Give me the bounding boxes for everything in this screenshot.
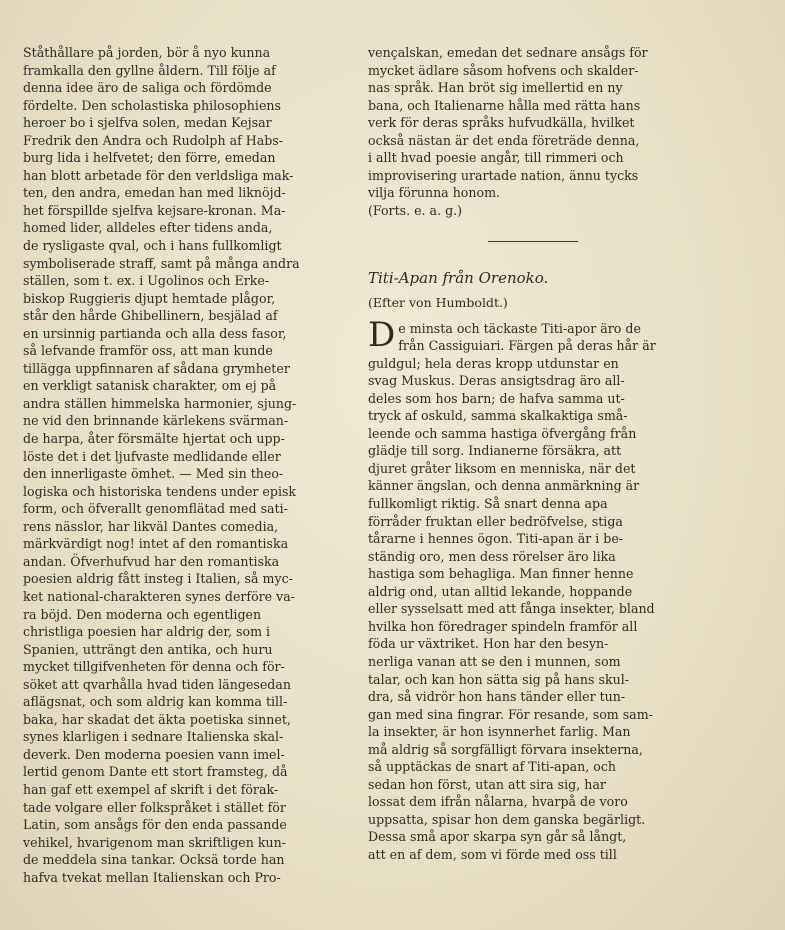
text-line: Latin, som ansågs för den enda passande <box>23 817 287 833</box>
text-line: vençalskan, emedan det sednare ansågs för <box>368 45 648 60</box>
text-line: symboliserade straff, samt på många andra <box>23 255 300 271</box>
text-line: också nästan är det enda företräde denna, <box>368 132 640 148</box>
text-line: Ståthållare på jorden, bör å nyo kunna <box>23 45 271 60</box>
text-line: mycket ädlare såsom hofvens och skalder- <box>368 62 639 78</box>
text-line: gan med sina fingrar. För resande, som sam- <box>368 706 653 722</box>
text-line: framkalla den gyllne åldern. Till följe af <box>23 62 276 78</box>
text-line: tillägga uppfinnaren af sådana grymheter <box>23 360 290 376</box>
text-line: sedan hon först, utan att sira sig, har <box>368 776 606 792</box>
text-line: förråder fruktan eller bedröfvelse, stiga <box>368 513 623 529</box>
text-line: baka, har skadat det äkta poetiska sinnet, <box>23 711 291 727</box>
text-line: mycket tillgifvenheten för denna och för- <box>23 659 285 675</box>
left-column <box>23 44 358 886</box>
text-line: Fredrik den Andra och Rudolph af Habs- <box>23 132 284 148</box>
text-line: la insekter, är hon isynnerhet farlig. Man <box>368 724 631 740</box>
text-line: deles som hos barn; de hafva samma ut- <box>368 390 625 406</box>
article-source: (Efter von Humboldt.) <box>368 295 508 311</box>
article-body <box>368 314 698 864</box>
text-line: dra, så vidrör hon hans tänder eller tun- <box>368 689 626 705</box>
text-line: löste det i det ljufvaste medlidande eller <box>23 448 281 464</box>
text-line: poesien aldrig fått insteg i Italien, så myc- <box>23 571 293 587</box>
text-line: form, och öfverallt genomflätad med sati- <box>23 501 288 517</box>
text-line: ställen, som t. ex. i Ugolinos och Erke- <box>23 273 270 289</box>
text-line: han blott arbetade för den verldsliga mak- <box>23 167 294 183</box>
right-column <box>368 44 698 864</box>
text-line: ten, den andra, emedan han med liknöjd- <box>23 185 286 201</box>
text-line: nerliga vanan att se den i munnen, som <box>368 653 621 669</box>
text-line: denna idee äro de saliga och fördömde <box>23 80 272 96</box>
text-line: aldrig ond, utan alltid lekande, hoppande <box>368 583 633 599</box>
text-line: Dessa små apor skarpa syn går så långt, <box>368 829 627 845</box>
text-line: tade volgare eller folkspråket i stället för <box>23 799 286 815</box>
text-line: rens nässlor, har likväl Dantes comedia, <box>23 518 279 534</box>
text-line: leende och samma hastiga öfvergång från <box>368 425 637 441</box>
text-line: han gaf ett exempel af skrift i det förak- <box>23 781 279 797</box>
text-line: lossat dem ifrån nålarna, hvarpå de voro <box>368 794 628 810</box>
text-line: föda ur växtriket. Hon har den besyn- <box>368 636 609 652</box>
text-line: så upptäckas de snart af Titi-apan, och <box>368 759 617 775</box>
text-line: christliga poesien har aldrig der, som i <box>23 624 271 640</box>
text-line: heroer bo i sjelfva solen, medan Kejsar <box>23 115 272 131</box>
text-line: nas språk. Han bröt sig imellertid en ny <box>368 80 623 96</box>
text-line: guldgul; hela deras kropp utdunstar en <box>368 355 619 371</box>
text-line: att en af dem, som vi förde med oss till <box>368 846 617 862</box>
text-line: uppsatta, spisar hon dem ganska begärligt. <box>368 811 646 827</box>
text-line: burg lida i helfvetet; den förre, emedan <box>23 150 276 166</box>
text-line: tryck af oskuld, samma skalkaktiga små- <box>368 408 628 424</box>
text-line: eller sysselsatt med att fånga insekter, bland <box>368 601 655 617</box>
text-line: hafva tvekat mellan Italienskan och Pro- <box>23 869 281 885</box>
text-line: deverk. Den moderna poesien vann imel- <box>23 746 285 762</box>
continuation-note: (Forts. e. a. g.) <box>368 202 463 218</box>
text-line: vilja förunna honom. <box>368 185 501 201</box>
text-line: homed lider, alldeles efter tidens anda, <box>23 220 273 236</box>
text-line: talar, och kan hon sätta sig på hans skul- <box>368 671 629 687</box>
text-line: fullkomligt riktig. Så snart denna apa <box>368 496 608 512</box>
text-line: svag Muskus. Deras ansigtsdrag äro all- <box>368 373 625 389</box>
text-line: het förspillde sjelfva kejsare-kronan. Ma- <box>23 202 286 218</box>
text-line: märkvärdigt nog! intet af den romantiska <box>23 536 289 552</box>
text-line: de rysligaste qval, och i hans fullkomligt <box>23 238 282 254</box>
text-line: ra böjd. Den moderna och egentligen <box>23 606 262 622</box>
text-line: i allt hvad poesie angår, till rimmeri och <box>368 150 624 166</box>
left-column-text <box>23 44 358 886</box>
text-line: Spanien, utträngt den antika, och huru <box>23 641 273 657</box>
text-line: den innerligaste ömhet. — Med sin theo- <box>23 466 284 482</box>
text-line: må aldrig så sorgfälligt förvara insekterna, <box>368 741 643 757</box>
text-line: andra ställen himmelska harmonier, sjung- <box>23 395 297 411</box>
text-line: tårarne i hennes ögon. Titi-apan är i be- <box>368 531 624 547</box>
text-line: e minsta och täckaste Titi-apor äro de <box>398 320 641 336</box>
continuation-text <box>368 44 698 202</box>
text-line: en ursinnig partianda och alla dess fasor, <box>23 325 287 341</box>
text-line: lertid genom Dante ett stort framsteg, då <box>23 764 288 780</box>
text-line: söket att qvarhålla hvad tiden längesedan <box>23 676 291 692</box>
article-title: Titi-Apan från Orenoko. <box>368 269 549 288</box>
text-line: bana, och Italienarne hålla med rätta hans <box>368 97 641 113</box>
text-line: de harpa, åter försmälte hjertat och upp- <box>23 431 285 447</box>
text-line: logiska och historiska tendens under episk <box>23 483 297 499</box>
article-text <box>368 314 698 864</box>
text-line: en verkligt satanisk charakter, om ej på <box>23 378 277 394</box>
text-line: vehikel, hvarigenom man skriftligen kun- <box>23 834 286 850</box>
text-line: biskop Ruggieris djupt hemtade plågor, <box>23 290 276 306</box>
text-line: verk för deras språks hufvudkälla, hvilket <box>368 115 635 131</box>
drop-cap: D <box>368 314 396 355</box>
section-divider <box>488 241 578 242</box>
text-line: känner ängslan, och denna anmärkning är <box>368 478 640 494</box>
text-line: fördelte. Den scholastiska philosophiens <box>23 97 281 113</box>
text-line: andan. Öfverhufvud har den romantiska <box>23 553 280 569</box>
text-line: från Cassiguiari. Färgen på deras hår är <box>398 338 656 354</box>
text-line: så lefvande framför oss, att man kunde <box>23 343 273 359</box>
text-line: ständig oro, men dess rörelser äro lika <box>368 548 616 564</box>
text-line: hvilka hon föredrager spindeln framför all <box>368 618 638 634</box>
text-line: hastiga som behagliga. Man finner henne <box>368 566 634 582</box>
text-line: djuret gråter liksom en menniska, när det <box>368 460 636 476</box>
text-line: glädje till sorg. Indianerne försäkra, att <box>368 443 622 459</box>
text-line: improvisering urartade nation, ännu tycks <box>368 167 639 183</box>
text-line: de meddela sina tankar. Ocksä torde han <box>23 852 285 868</box>
text-line: ne vid den brinnande kärlekens svärman- <box>23 413 289 429</box>
text-line: synes klarligen i sednare Italienska skal- <box>23 729 284 745</box>
text-line: ket national-charakteren synes derföre va- <box>23 588 296 604</box>
text-line: aflägsnat, och som aldrig kan komma till- <box>23 694 288 710</box>
text-line: står den hårde Ghibellinern, besjälad af <box>23 308 278 324</box>
